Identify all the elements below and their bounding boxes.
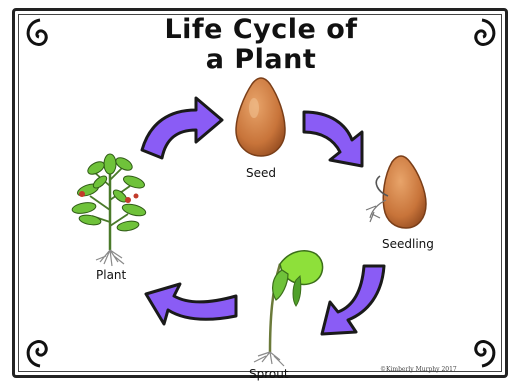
title-line-2: a Plant bbox=[205, 44, 317, 75]
arrow-plant-to-seed-icon bbox=[142, 98, 222, 158]
arrow-seed-to-seedling-icon bbox=[304, 112, 362, 166]
plant-illustration bbox=[71, 154, 147, 266]
title-line-1: Life Cycle of bbox=[164, 14, 358, 45]
stage-label-sprout: Sprout bbox=[249, 367, 289, 381]
copyright-text: ©Kimberly Murphy 2017 bbox=[380, 366, 457, 373]
swirl-bottom-left-icon bbox=[28, 342, 46, 366]
seed-illustration bbox=[236, 78, 285, 156]
arrow-shape bbox=[142, 98, 222, 158]
stage-label-seed: Seed bbox=[246, 166, 276, 180]
stage-label-seedling: Seedling bbox=[382, 237, 434, 251]
stage-label-plant: Plant bbox=[96, 268, 127, 282]
arrow-shape bbox=[304, 112, 362, 166]
arrow-shape bbox=[322, 266, 384, 334]
sprout-illustration bbox=[254, 251, 323, 366]
arrow-sprout-to-plant-icon bbox=[146, 284, 236, 324]
swirl-top-left-icon bbox=[28, 20, 46, 44]
swirl-bottom-right-icon bbox=[476, 342, 494, 366]
arrow-shape bbox=[146, 284, 236, 324]
arrow-seedling-to-sprout-icon bbox=[322, 266, 384, 334]
swirl-top-right-icon bbox=[476, 20, 494, 44]
seedling-illustration bbox=[366, 156, 426, 228]
